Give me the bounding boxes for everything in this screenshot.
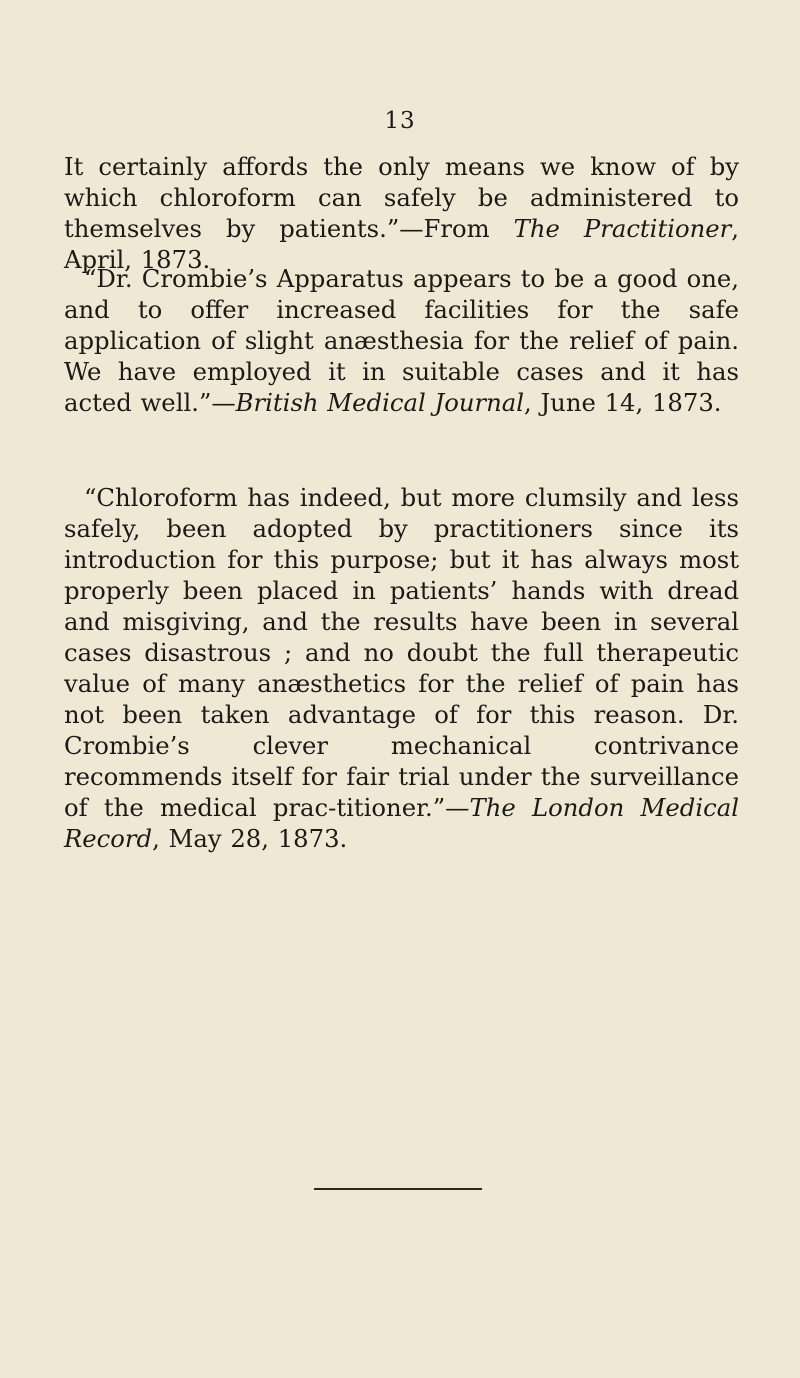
source-title: The London Medical Record xyxy=(64,793,739,853)
source-title: The Practitioner xyxy=(513,214,732,243)
quote-british-medical-journal xyxy=(64,263,739,418)
quote-practitioner xyxy=(64,151,739,275)
quote-text: It certainly affords the only means we know of by which chloroform can safely be administered to themselves by patients.”—From xyxy=(64,152,739,243)
source-date: , May 28, 1873. xyxy=(152,824,348,853)
quote-london-medical-record xyxy=(64,482,739,854)
source-title: British Medical Journal xyxy=(235,388,524,417)
page-number: 13 xyxy=(384,108,416,134)
source-date: , April, 1873. xyxy=(64,214,739,274)
quote-text: “Chloroform has indeed, but more clumsily and less safely, been adopted by practitioners since its introduction for this purpose; but it has always most properly been placed in patients’ hands with dread and misgiving, and the results have been in several cases disastrous ; and no doubt the full therapeutic value of many anæsthetics for the relief of pain has not been taken advantage of for this reason. Dr. Crombie’s clever mechanical contrivance recommends itself for fair trial under the surveillance of the medical prac-titioner.”— xyxy=(64,483,739,822)
quote-text: “Dr. Crombie’s Apparatus appears to be a good one, and to offer increased facilities for the safe application of slight anæsthesia for the relief of pain. We have employed it in suitable cases and it has acted well.”— xyxy=(64,264,739,417)
section-divider xyxy=(314,1188,482,1190)
source-date: , June 14, 1873. xyxy=(524,388,722,417)
